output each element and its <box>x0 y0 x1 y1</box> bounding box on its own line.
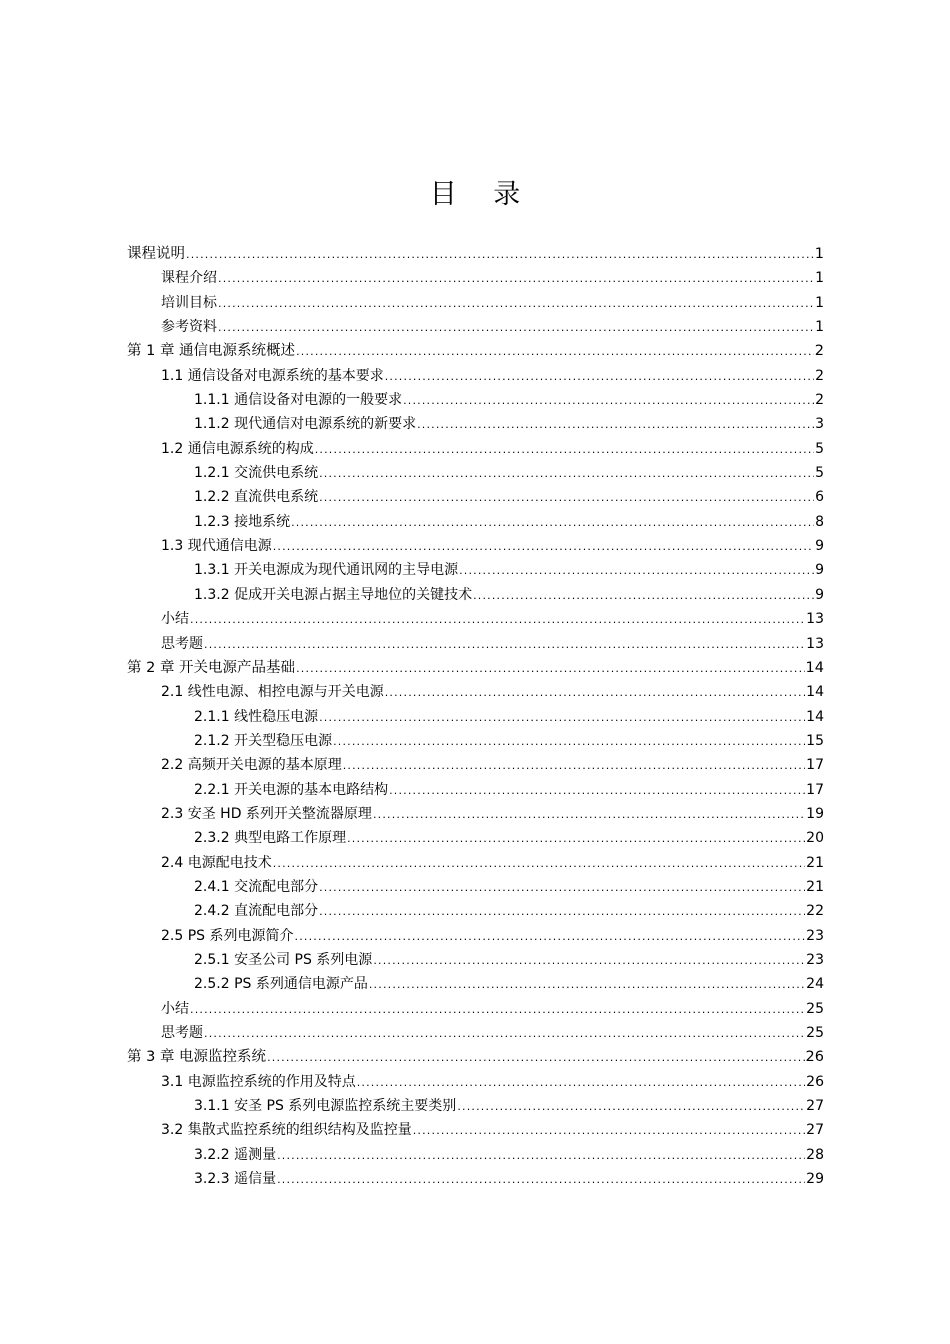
toc-entry-page-number: 14 <box>806 684 824 701</box>
toc-dot-leader <box>296 340 814 364</box>
toc-entry[interactable] <box>127 242 824 266</box>
toc-entry-label: 2.2 高频开关电源的基本原理 <box>161 757 342 774</box>
toc-entry-page-number: 17 <box>806 757 824 774</box>
toc-entry-page-number: 1 <box>815 319 824 336</box>
toc-entry-page-number: 9 <box>815 562 824 579</box>
toc-entry-label: 1.3 现代通信电源 <box>161 538 272 555</box>
toc-entry[interactable] <box>127 1143 824 1167</box>
toc-entry[interactable] <box>127 607 824 631</box>
toc-entry-label: 1.1.1 通信设备对电源的一般要求 <box>194 392 403 409</box>
toc-entry-page-number: 26 <box>805 1049 824 1066</box>
toc-dot-leader <box>459 559 814 583</box>
toc-dot-leader <box>343 754 805 778</box>
toc-entry[interactable] <box>127 437 824 461</box>
toc-entry-page-number: 14 <box>806 708 824 725</box>
toc-entry[interactable] <box>127 1118 824 1142</box>
toc-entry-page-number: 17 <box>806 781 824 798</box>
toc-entry-label: 1.1.2 现代通信对电源系统的新要求 <box>194 416 417 433</box>
toc-entry[interactable] <box>127 339 824 363</box>
toc-entry-label: 1.1 通信设备对电源系统的基本要求 <box>161 367 384 384</box>
toc-entry-label: 小结 <box>161 611 189 628</box>
toc-entry[interactable] <box>127 1021 824 1045</box>
toc-entry-label: 1.2.1 交流供电系统 <box>194 465 319 482</box>
toc-dot-leader <box>417 413 814 437</box>
toc-entry[interactable] <box>127 485 824 509</box>
toc-entry[interactable] <box>127 1070 824 1094</box>
toc-entry[interactable] <box>127 826 824 850</box>
toc-entry-page-number: 20 <box>806 830 824 847</box>
toc-entry[interactable] <box>127 753 824 777</box>
toc-entry[interactable] <box>127 778 824 802</box>
toc-entry-label: 2.4 电源配电技术 <box>161 854 272 871</box>
toc-entry-page-number: 21 <box>806 854 824 871</box>
toc-dot-leader <box>273 852 805 876</box>
toc-entry-label: 培训目标 <box>161 294 217 311</box>
toc-entry-page-number: 2 <box>815 367 824 384</box>
toc-entry-label: 1.2.3 接地系统 <box>194 513 291 530</box>
toc-dot-leader <box>385 365 814 389</box>
toc-dot-leader <box>403 389 814 413</box>
toc-entry-label: 2.4.2 直流配电部分 <box>194 903 319 920</box>
toc-entry[interactable] <box>127 461 824 485</box>
toc-entry-page-number: 5 <box>815 440 824 457</box>
toc-dot-leader <box>204 633 805 657</box>
toc-entry-page-number: 3 <box>815 416 824 433</box>
toc-dot-leader <box>190 998 805 1022</box>
toc-entry[interactable] <box>127 315 824 339</box>
toc-entry-page-number: 21 <box>806 878 824 895</box>
toc-dot-leader <box>385 681 805 705</box>
toc-dot-leader <box>218 292 814 316</box>
toc-entry-page-number: 2 <box>815 392 824 409</box>
toc-dot-leader <box>457 1095 805 1119</box>
toc-dot-leader <box>413 1119 805 1143</box>
toc-dot-leader <box>389 779 805 803</box>
toc-entry-label: 1.3.2 促成开关电源占据主导地位的关键技术 <box>194 586 473 603</box>
toc-entry-page-number: 19 <box>806 805 824 822</box>
toc-entry-page-number: 29 <box>806 1171 824 1188</box>
toc-dot-leader <box>296 657 804 681</box>
toc-entry-label: 思考题 <box>161 1025 203 1041</box>
toc-entry-page-number: 2 <box>814 343 824 360</box>
toc-entry[interactable] <box>127 364 824 388</box>
toc-entry-page-number: 23 <box>806 951 824 968</box>
toc-dot-leader <box>218 267 814 291</box>
toc-dot-leader <box>273 535 814 559</box>
toc-entry-label: 2.1.2 开关型稳压电源 <box>194 732 333 749</box>
toc-entry[interactable] <box>127 680 824 704</box>
toc-entry-page-number: 8 <box>815 513 824 530</box>
toc-dot-leader <box>347 827 805 851</box>
toc-dot-leader <box>333 730 805 754</box>
toc-dot-leader <box>277 1144 805 1168</box>
toc-entry-page-number: 26 <box>806 1073 824 1090</box>
toc-dot-leader <box>267 1046 804 1070</box>
toc-entry[interactable] <box>127 1045 824 1069</box>
toc-entry-label: 2.1 线性电源、相控电源与开关电源 <box>161 684 384 701</box>
toc-entry-page-number: 24 <box>806 976 824 993</box>
toc-dot-leader <box>319 486 814 510</box>
toc-entry-label: 参考资料 <box>161 319 217 336</box>
toc-entry[interactable] <box>127 705 824 729</box>
toc-entry-label: 第 1 章 通信电源系统概述 <box>127 343 296 360</box>
toc-dot-leader <box>357 1071 805 1095</box>
table-of-contents <box>127 242 824 1191</box>
toc-entry[interactable] <box>127 632 824 656</box>
toc-entry-page-number: 13 <box>806 611 824 628</box>
toc-entry-page-number: 23 <box>806 927 824 944</box>
toc-dot-leader <box>473 584 814 608</box>
toc-entry-label: 2.2.1 开关电源的基本电路结构 <box>194 781 389 798</box>
toc-entry[interactable] <box>127 899 824 923</box>
toc-dot-leader <box>291 511 814 535</box>
toc-entry-page-number: 1 <box>814 246 824 262</box>
toc-entry-label: 3.2 集散式监控系统的组织结构及监控量 <box>161 1122 412 1139</box>
toc-entry[interactable] <box>127 1167 824 1191</box>
toc-entry-label: 第 2 章 开关电源产品基础 <box>127 659 296 676</box>
toc-entry-page-number: 5 <box>815 465 824 482</box>
toc-entry[interactable] <box>127 388 824 412</box>
toc-entry-page-number: 27 <box>806 1122 824 1139</box>
toc-entry[interactable] <box>127 266 824 290</box>
toc-dot-leader <box>369 973 805 997</box>
toc-entry-label: 1.3.1 开关电源成为现代通讯网的主导电源 <box>194 562 459 579</box>
toc-dot-leader <box>186 243 814 267</box>
toc-entry[interactable] <box>127 924 824 948</box>
toc-entry-label: 3.2.3 遥信量 <box>194 1171 277 1188</box>
toc-entry-page-number: 13 <box>806 635 824 652</box>
page-title: 目 录 <box>429 179 535 210</box>
toc-entry-page-number: 1 <box>815 270 824 287</box>
toc-entry-page-number: 25 <box>806 1000 824 1017</box>
toc-entry-label: 第 3 章 电源监控系统 <box>127 1049 267 1066</box>
toc-entry[interactable] <box>127 851 824 875</box>
toc-entry-page-number: 9 <box>815 586 824 603</box>
toc-entry[interactable] <box>127 412 824 436</box>
toc-entry-page-number: 15 <box>806 732 824 749</box>
toc-entry-label: 课程介绍 <box>161 270 217 287</box>
toc-entry-label: 思考题 <box>161 635 203 652</box>
toc-entry-label: 3.1 电源监控系统的作用及特点 <box>161 1073 356 1090</box>
toc-entry-page-number: 6 <box>815 489 824 506</box>
toc-entry-label: 2.4.1 交流配电部分 <box>194 878 319 895</box>
toc-entry[interactable] <box>127 510 824 534</box>
toc-entry-label: 2.3 安圣 HD 系列开关整流器原理 <box>161 805 372 822</box>
toc-entry-label: 课程说明 <box>127 246 185 262</box>
toc-dot-leader <box>319 876 805 900</box>
toc-entry[interactable] <box>127 997 824 1021</box>
toc-dot-leader <box>319 706 805 730</box>
toc-entry-label: 2.3.2 典型电路工作原理 <box>194 830 347 847</box>
toc-dot-leader <box>373 803 805 827</box>
toc-entry-label: 2.5.2 PS 系列通信电源产品 <box>194 976 368 993</box>
toc-entry[interactable] <box>127 1094 824 1118</box>
toc-entry[interactable] <box>127 972 824 996</box>
toc-dot-leader <box>319 900 805 924</box>
toc-entry[interactable] <box>127 948 824 972</box>
toc-dot-leader <box>319 462 814 486</box>
toc-entry[interactable] <box>127 558 824 582</box>
toc-entry[interactable] <box>127 656 824 680</box>
toc-dot-leader <box>190 608 805 632</box>
toc-dot-leader <box>277 1168 805 1192</box>
toc-entry-page-number: 28 <box>806 1146 824 1163</box>
toc-entry-page-number: 14 <box>805 659 824 676</box>
toc-dot-leader <box>218 316 814 340</box>
toc-entry-label: 2.5 PS 系列电源简介 <box>161 927 294 944</box>
toc-entry-label: 1.2.2 直流供电系统 <box>194 489 319 506</box>
toc-entry-page-number: 22 <box>806 903 824 920</box>
toc-entry[interactable] <box>127 802 824 826</box>
toc-entry-label: 小结 <box>161 1000 189 1017</box>
toc-dot-leader <box>295 925 806 949</box>
toc-entry-page-number: 1 <box>815 294 824 311</box>
toc-entry-label: 2.5.1 安圣公司 PS 系列电源 <box>194 951 373 968</box>
toc-entry-page-number: 25 <box>806 1025 824 1041</box>
toc-entry-label: 3.2.2 遥测量 <box>194 1146 277 1163</box>
toc-entry-label: 3.1.1 安圣 PS 系列电源监控系统主要类别 <box>194 1098 457 1115</box>
toc-dot-leader <box>315 438 814 462</box>
toc-entry-label: 1.2 通信电源系统的构成 <box>161 440 314 457</box>
toc-dot-leader <box>204 1022 805 1046</box>
toc-entry[interactable] <box>127 291 824 315</box>
toc-entry-page-number: 9 <box>815 538 824 555</box>
toc-entry-label: 2.1.1 线性稳压电源 <box>194 708 319 725</box>
toc-entry[interactable] <box>127 875 824 899</box>
toc-entry[interactable] <box>127 583 824 607</box>
toc-dot-leader <box>373 949 805 973</box>
toc-entry[interactable] <box>127 534 824 558</box>
toc-entry[interactable] <box>127 729 824 753</box>
toc-entry-page-number: 27 <box>806 1098 824 1115</box>
